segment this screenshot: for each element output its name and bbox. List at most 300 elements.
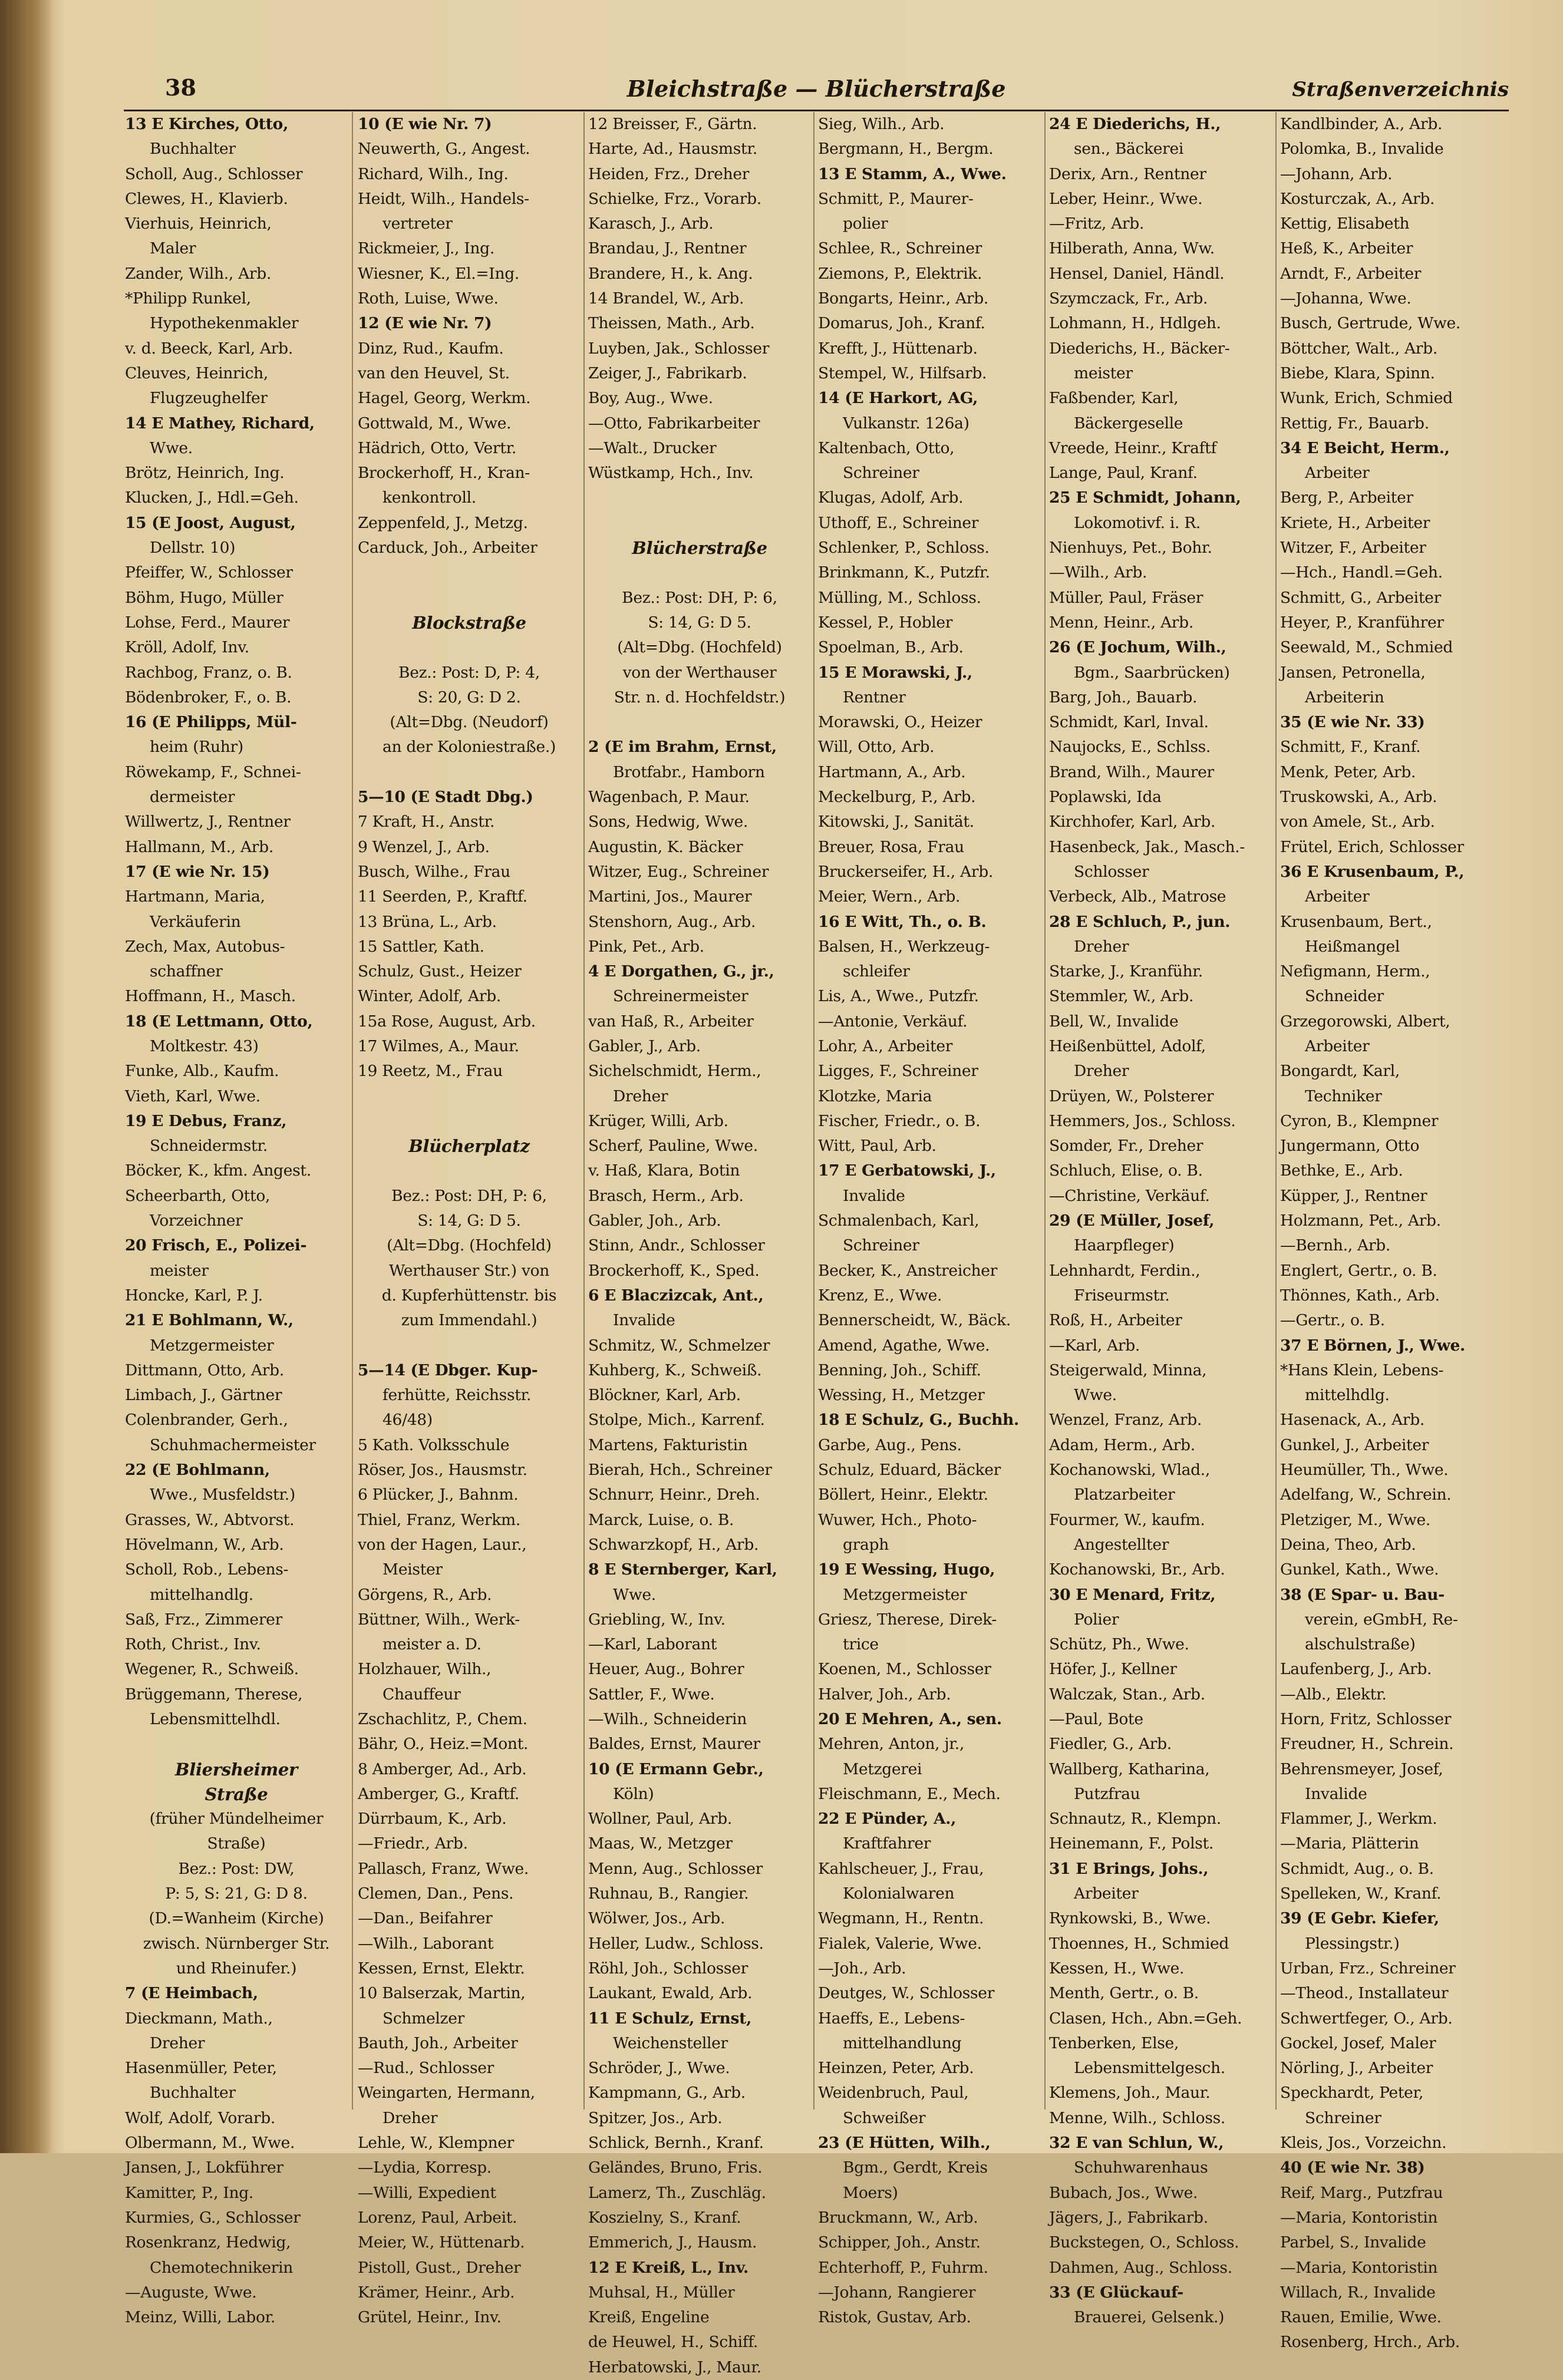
directory-entry: Spoelman, B., Arb. — [818, 638, 964, 657]
directory-entry: Lehnhardt, Ferdin., — [1049, 1261, 1201, 1280]
directory-entry: Urban, Frz., Schreiner — [1280, 1959, 1456, 1978]
directory-entry: Klotzke, Maria — [818, 1087, 932, 1105]
directory-entry: Schweißer — [843, 2108, 926, 2127]
directory-entry: Dieckmann, Math., — [125, 2009, 273, 2028]
directory-entry: Karasch, J., Arb. — [588, 214, 714, 233]
directory-entry: 10 (E wie Nr. 7) — [358, 115, 492, 133]
directory-entry: —Joh., Arb. — [818, 1959, 906, 1978]
header-rule — [124, 110, 1509, 111]
directory-entry: Heller, Ludw., Schloss. — [588, 1934, 764, 1953]
column-divider — [813, 112, 815, 2110]
directory-entry: —Wilh., Arb. — [1049, 563, 1147, 582]
street-note: Straße) — [207, 1834, 266, 1853]
directory-entry: —Antonie, Verkäuf. — [818, 1012, 968, 1031]
column-6 — [1280, 112, 1510, 2352]
directory-entry: sen., Bäckerei — [1074, 140, 1184, 159]
directory-entry: Ruhnau, B., Rangier. — [588, 1884, 749, 1903]
directory-entry: Kochanowski, Br., Arb. — [1049, 1560, 1225, 1579]
directory-entry: Schlee, R., Schreiner — [818, 239, 982, 258]
directory-entry: Weichensteller — [613, 2034, 728, 2052]
directory-entry: Saß, Frz., Zimmerer — [125, 1610, 282, 1629]
directory-entry: Emmerich, J., Hausm. — [588, 2233, 757, 2252]
directory-entry: 14 (E Harkort, AG, — [818, 389, 978, 408]
directory-entry: Clewes, H., Klavierb. — [125, 189, 288, 208]
directory-entry: Marck, Luise, o. B. — [588, 1510, 734, 1529]
directory-entry: 13 Brüna, L., Arb. — [358, 912, 497, 931]
directory-entry: 35 (E wie Nr. 33) — [1280, 713, 1425, 732]
street-note: S: 20, G: D 2. — [417, 688, 521, 707]
directory-entry: Schneider — [1305, 987, 1384, 1006]
directory-entry: 6 E Blaczizcak, Ant., — [588, 1286, 764, 1305]
directory-entry: *Philipp Runkel, — [125, 289, 251, 308]
directory-entry: —Maria, Plätterin — [1280, 1834, 1419, 1853]
directory-entry: Busch, Wilhe., Frau — [358, 862, 510, 881]
directory-entry: Schmitt, P., Maurer- — [818, 189, 974, 208]
directory-entry: 38 (E Spar- u. Bau- — [1280, 1585, 1445, 1604]
directory-entry: Steigerwald, Minna, — [1049, 1361, 1207, 1379]
directory-entry: Martini, Jos., Maurer — [588, 887, 752, 906]
directory-entry: Scholl, Aug., Schlosser — [125, 164, 303, 183]
directory-entry: 17 (E wie Nr. 15) — [125, 862, 270, 881]
directory-entry: Brandere, H., k. Ang. — [588, 264, 753, 283]
directory-entry: Kochanowski, Wlad., — [1049, 1461, 1211, 1480]
directory-entry: Muhsal, H., Müller — [588, 2283, 735, 2302]
directory-entry: Lohmann, H., Hdlgeh. — [1049, 314, 1221, 333]
directory-entry: Rachbog, Franz, o. B. — [125, 663, 292, 682]
directory-entry: 14 Brandel, W., Arb. — [588, 289, 744, 308]
directory-entry: Reif, Marg., Putzfrau — [1280, 2183, 1443, 2202]
directory-entry: Scholl, Rob., Lebens- — [125, 1560, 289, 1579]
directory-entry: Brotfabr., Hamborn — [613, 762, 765, 781]
directory-entry: Neuwerth, G., Angest. — [358, 140, 530, 159]
directory-entry: —Johann, Arb. — [1280, 164, 1393, 183]
directory-entry: Wwe. — [613, 1585, 656, 1604]
directory-entry: Benning, Joh., Schiff. — [818, 1361, 981, 1379]
directory-entry: Heiden, Frz., Dreher — [588, 164, 750, 183]
directory-entry: Wwe. — [150, 438, 193, 457]
directory-entry: Starke, J., Kranführ. — [1049, 962, 1203, 981]
directory-entry: Fleischmann, E., Mech. — [818, 1784, 1001, 1803]
directory-entry: Deutges, W., Schlosser — [818, 1984, 995, 2003]
directory-entry: 19 E Debus, Franz, — [125, 1111, 287, 1130]
directory-entry: —Maria, Kontoristin — [1280, 2208, 1438, 2227]
directory-entry: Bongardt, Karl, — [1280, 1062, 1400, 1081]
directory-entry: Brockerhoff, H., Kran- — [358, 464, 530, 483]
directory-entry: Hövelmann, W., Arb. — [125, 1535, 284, 1554]
directory-entry: Plessingstr.) — [1305, 1934, 1400, 1953]
directory-entry: Poplawski, Ida — [1049, 788, 1162, 807]
directory-entry: Bethke, E., Arb. — [1280, 1161, 1403, 1180]
directory-entry: Meckelburg, P., Arb. — [818, 788, 976, 807]
directory-entry: van Haß, R., Arbeiter — [588, 1012, 754, 1031]
directory-entry: Brasch, Herm., Arb. — [588, 1186, 744, 1205]
directory-entry: mittelhdlg. — [1305, 1386, 1390, 1405]
directory-entry: 7 (E Heimbach, — [125, 1984, 258, 2003]
directory-entry: Laukant, Ewald, Arb. — [588, 1984, 753, 2003]
directory-entry: Röser, Jos., Hausmstr. — [358, 1461, 527, 1480]
directory-entry: Vorzeichner — [150, 1212, 243, 1230]
directory-entry: Stenshorn, Aug., Arb. — [588, 912, 756, 931]
directory-entry: Hasenack, A., Arb. — [1280, 1411, 1425, 1430]
directory-entry: Meister — [382, 1560, 443, 1579]
street-note: S: 14, G: D 5. — [648, 613, 751, 632]
directory-entry: Pallasch, Franz, Wwe. — [358, 1859, 529, 1878]
directory-entry: 18 (E Lettmann, Otto, — [125, 1012, 313, 1031]
directory-entry: 5—10 (E Stadt Dbg.) — [358, 788, 533, 807]
directory-entry: —Bernh., Arb. — [1280, 1236, 1391, 1255]
directory-entry: 6 Plücker, J., Bahnm. — [358, 1486, 519, 1504]
directory-entry: Geländes, Bruno, Fris. — [588, 2158, 763, 2177]
directory-entry: kenkontroll. — [382, 488, 476, 507]
directory-entry: Witzer, F., Arbeiter — [1280, 539, 1426, 557]
directory-entry: Schreiner — [1305, 2108, 1381, 2127]
directory-entry: Vreede, Heinr., Kraftf — [1049, 438, 1216, 457]
directory-entry: Willwertz, J., Rentner — [125, 813, 291, 831]
directory-entry: Platzarbeiter — [1074, 1486, 1175, 1504]
directory-entry: Scheerbarth, Otto, — [125, 1186, 271, 1205]
directory-entry: —Fritz, Arb. — [1049, 214, 1145, 233]
directory-entry: Ziemons, P., Elektrik. — [818, 264, 982, 283]
column-divider — [583, 112, 585, 2110]
directory-entry: Schnurr, Heinr., Dreh. — [588, 1486, 760, 1504]
column-2 — [358, 112, 581, 2327]
directory-entry: Adam, Herm., Arb. — [1049, 1435, 1195, 1454]
street-heading: Blockstraße — [412, 612, 526, 633]
directory-entry: Dreher — [1074, 937, 1129, 956]
directory-entry: Buckstegen, O., Schloss. — [1049, 2233, 1239, 2252]
directory-entry: 32 E van Schlun, W., — [1049, 2134, 1224, 2153]
directory-entry: Englert, Gertr., o. B. — [1280, 1261, 1437, 1280]
directory-entry: Derix, Arn., Rentner — [1049, 164, 1206, 183]
directory-entry: v. d. Beeck, Karl, Arb. — [125, 339, 293, 358]
directory-entry: Deina, Theo, Arb. — [1280, 1535, 1416, 1554]
directory-entry: Winter, Adolf, Arb. — [358, 987, 501, 1006]
directory-entry: Martens, Fakturistin — [588, 1435, 748, 1454]
directory-entry: Harte, Ad., Hausmstr. — [588, 140, 757, 159]
directory-entry: Scherf, Pauline, Wwe. — [588, 1137, 758, 1156]
directory-entry: Fourmer, W., kaufm. — [1049, 1510, 1205, 1529]
directory-entry: schleifer — [843, 962, 910, 981]
directory-entry: —Rud., Schlosser — [358, 2059, 494, 2078]
street-note: Bez.: Post: D, P: 4, — [398, 663, 540, 682]
directory-entry: Szymczack, Fr., Arb. — [1049, 289, 1208, 308]
directory-entry: Kaltenbach, Otto, — [818, 438, 955, 457]
directory-entry: Verbeck, Alb., Matrose — [1049, 887, 1226, 906]
directory-entry: Hasenmüller, Peter, — [125, 2059, 277, 2078]
directory-entry: Kröll, Adolf, Inv. — [125, 638, 249, 657]
directory-entry: Arndt, F., Arbeiter — [1280, 264, 1422, 283]
directory-entry: mittelhandlg. — [150, 1585, 253, 1604]
directory-entry: Buchhalter — [150, 2084, 236, 2102]
directory-entry: Herbatowski, J., Maur. — [588, 2358, 761, 2376]
directory-entry: Hoffmann, H., Masch. — [125, 987, 296, 1006]
directory-entry: Bauth, Joh., Arbeiter — [358, 2034, 518, 2052]
directory-entry: Wüstkamp, Hch., Inv. — [588, 464, 754, 483]
street-note: (Alt=Dbg. (Hochfeld) — [617, 638, 782, 657]
directory-entry: Wwe. — [1074, 1386, 1117, 1405]
directory-entry: Heinemann, F., Polst. — [1049, 1834, 1214, 1853]
street-note: d. Kupferhüttenstr. bis — [381, 1286, 557, 1305]
directory-entry: Hasenbeck, Jak., Masch.- — [1049, 837, 1245, 856]
directory-entry: Höfer, J., Kellner — [1049, 1660, 1177, 1679]
directory-entry: Heuer, Aug., Bohrer — [588, 1660, 744, 1679]
directory-entry: Schipper, Joh., Anstr. — [818, 2233, 981, 2252]
directory-entry: Hallmann, M., Arb. — [125, 837, 273, 856]
directory-entry: Wuwer, Hch., Photo- — [818, 1510, 977, 1529]
directory-entry: —Karl, Arb. — [1049, 1336, 1140, 1355]
directory-entry: Meier, W., Hüttenarb. — [358, 2233, 525, 2252]
directory-entry: Schuhwarenhaus — [1074, 2158, 1208, 2177]
directory-entry: Polomka, B., Invalide — [1280, 140, 1444, 159]
directory-entry: Heinzen, Peter, Arb. — [818, 2059, 974, 2078]
directory-entry: Jansen, Petronella, — [1280, 663, 1426, 682]
directory-entry: Gabler, J., Arb. — [588, 1036, 701, 1055]
directory-entry: Klugas, Adolf, Arb. — [818, 488, 964, 507]
directory-entry: Holzhauer, Wilh., — [358, 1660, 492, 1679]
directory-entry: Zschachlitz, P., Chem. — [358, 1710, 527, 1728]
directory-entry: Amberger, G., Kraftf. — [358, 1784, 520, 1803]
directory-entry: Somder, Fr., Dreher — [1049, 1137, 1203, 1156]
spacer — [358, 1333, 581, 1358]
column-4 — [818, 112, 1041, 2327]
directory-entry: Rynkowski, B., Wwe. — [1049, 1909, 1211, 1928]
directory-entry: Kuhberg, K., Schweiß. — [588, 1361, 762, 1379]
directory-entry: Heißenbüttel, Adolf, — [1049, 1036, 1206, 1055]
directory-entry: Wallberg, Katharina, — [1049, 1760, 1210, 1778]
directory-entry: 12 (E wie Nr. 7) — [358, 314, 492, 333]
directory-entry: 46/48) — [382, 1411, 433, 1430]
directory-entry: Schwarzkopf, H., Arb. — [588, 1535, 759, 1554]
directory-entry: Schlenker, P., Schloss. — [818, 539, 990, 557]
column-divider — [1275, 112, 1277, 2110]
directory-entry: polier — [843, 214, 888, 233]
directory-entry: Techniker — [1305, 1087, 1382, 1105]
directory-entry: Jungermann, Otto — [1280, 1137, 1420, 1156]
directory-entry: Fiedler, G., Arb. — [1049, 1735, 1172, 1754]
directory-entry: vertreter — [382, 214, 453, 233]
directory-entry: Zeppenfeld, J., Metzg. — [358, 513, 528, 532]
directory-entry: 13 E Kirches, Otto, — [125, 115, 288, 133]
directory-entry: Krefft, J., Hüttenarb. — [818, 339, 978, 358]
directory-entry: —Lydia, Korresp. — [358, 2158, 492, 2177]
directory-entry: 15a Rose, August, Arb. — [358, 1012, 536, 1031]
directory-entry: Jansen, J., Lokführer — [125, 2158, 283, 2177]
directory-entry: Gunkel, Kath., Wwe. — [1280, 1560, 1439, 1579]
directory-entry: Lohr, A., Arbeiter — [818, 1036, 953, 1055]
directory-entry: Arbeiterin — [1305, 688, 1384, 707]
street-note: zum Immendahl.) — [401, 1311, 538, 1330]
directory-entry: Wwe., Musfeldstr.) — [150, 1486, 295, 1504]
directory-entry: Nienhuys, Pet., Bohr. — [1049, 539, 1212, 557]
directory-entry: Wessing, H., Metzger — [818, 1386, 985, 1405]
directory-entry: Lamerz, Th., Zuschläg. — [588, 2183, 766, 2202]
directory-entry: Kleis, Jos., Vorzeichn. — [1280, 2134, 1447, 2153]
directory-entry: 13 E Stamm, A., Wwe. — [818, 164, 1007, 183]
spacer — [358, 1158, 581, 1183]
directory-entry: Olbermann, M., Wwe. — [125, 2134, 295, 2153]
directory-entry: Heißmangel — [1305, 937, 1400, 956]
directory-entry: Kurmies, G., Schlosser — [125, 2208, 301, 2227]
directory-entry: Schneidermstr. — [150, 1137, 268, 1156]
directory-entry: Schuhmachermeister — [150, 1435, 316, 1454]
directory-entry: 14 E Mathey, Richard, — [125, 414, 315, 433]
directory-entry: Metzgermeister — [150, 1336, 274, 1355]
directory-entry: Wiesner, K., El.=Ing. — [358, 264, 520, 283]
directory-entry: Pink, Pet., Arb. — [588, 937, 704, 956]
directory-entry: Invalide — [1305, 1784, 1367, 1803]
directory-entry: Küpper, J., Rentner — [1280, 1186, 1427, 1205]
directory-entry: Clemen, Dan., Pens. — [358, 1884, 514, 1903]
street-note: zwisch. Nürnberger Str. — [143, 1934, 330, 1953]
directory-entry: 11 E Schulz, Ernst, — [588, 2009, 752, 2028]
directory-entry: Verkäuferin — [150, 912, 241, 931]
directory-entry: Böttcher, Walt., Arb. — [1280, 339, 1437, 358]
directory-entry: 39 (E Gebr. Kiefer, — [1280, 1909, 1439, 1928]
directory-entry: 21 E Bohlmann, W., — [125, 1311, 294, 1330]
directory-entry: Bell, W., Invalide — [1049, 1012, 1179, 1031]
directory-entry: Rosenkranz, Hedwig, — [125, 2233, 291, 2252]
directory-entry: Schmitt, F., Kranf. — [1280, 738, 1421, 757]
directory-entry: Haeffs, E., Lebens- — [818, 2009, 965, 2028]
directory-entry: —Hch., Handl.=Geh. — [1280, 563, 1443, 582]
directory-entry: Carduck, Joh., Arbeiter — [358, 539, 538, 557]
directory-entry: Bergmann, H., Bergm. — [818, 140, 994, 159]
directory-entry: —Christine, Verkäuf. — [1049, 1186, 1210, 1205]
directory-entry: Kitowski, J., Sanität. — [818, 813, 974, 831]
directory-entry: Hensel, Daniel, Händl. — [1049, 264, 1225, 283]
directory-entry: Lohse, Ferd., Maurer — [125, 613, 290, 632]
directory-entry: Griesz, Therese, Direk- — [818, 1610, 997, 1629]
directory-entry: Röhl, Joh., Schlosser — [588, 1959, 748, 1978]
directory-entry: —Willi, Expedient — [358, 2183, 496, 2202]
directory-entry: Leber, Heinr., Wwe. — [1049, 189, 1203, 208]
directory-entry: Cyron, B., Klempner — [1280, 1111, 1439, 1130]
directory-entry: Dreher — [150, 2034, 205, 2052]
directory-entry: Stinn, Andr., Schlosser — [588, 1236, 765, 1255]
directory-entry: 15 (E Joost, August, — [125, 513, 296, 532]
directory-entry: —Wilh., Schneiderin — [588, 1710, 747, 1728]
column-1 — [125, 112, 348, 2327]
directory-entry: Stemmler, W., Arb. — [1049, 987, 1194, 1006]
column-divider — [1044, 112, 1046, 2110]
directory-entry: —Paul, Bote — [1049, 1710, 1143, 1728]
directory-entry: Schluch, Elise, o. B. — [1049, 1161, 1203, 1180]
directory-entry: graph — [843, 1535, 889, 1554]
directory-entry: Dreher — [382, 2108, 438, 2127]
directory-entry: 15 E Morawski, J., — [818, 663, 972, 682]
directory-entry: heim (Ruhr) — [150, 738, 243, 757]
street-note: P: 5, S: 21, G: D 8. — [165, 1884, 308, 1903]
street-note: und Rheinufer.) — [176, 1959, 297, 1978]
directory-entry: Thoennes, H., Schmied — [1049, 1934, 1229, 1953]
directory-entry: —Walt., Drucker — [588, 438, 717, 457]
directory-entry: verein, eGmbH, Re- — [1305, 1610, 1458, 1629]
directory-entry: van den Heuvel, St. — [358, 364, 510, 382]
directory-entry: Dreher — [613, 1087, 668, 1105]
directory-entry: Hilberath, Anna, Ww. — [1049, 239, 1215, 258]
directory-entry: Hypothekenmakler — [150, 314, 299, 333]
directory-entry: Krusenbaum, Bert., — [1280, 912, 1432, 931]
directory-entry: Lange, Paul, Kranf. — [1049, 464, 1198, 483]
directory-entry: Schielke, Frz., Vorarb. — [588, 189, 761, 208]
street-note: (Alt=Dbg. (Neudorf) — [390, 713, 549, 732]
directory-entry: Kettig, Elisabeth — [1280, 214, 1410, 233]
directory-entry: Bongarts, Heinr., Arb. — [818, 289, 988, 308]
directory-entry: Sichelschmidt, Herm., — [588, 1062, 761, 1081]
directory-entry: —Auguste, Wwe. — [125, 2283, 257, 2302]
directory-entry: Schlosser — [1074, 862, 1149, 881]
directory-entry: Gockel, Josef, Maler — [1280, 2034, 1436, 2052]
directory-entry: trice — [843, 1635, 879, 1654]
directory-entry: Witzer, Eug., Schreiner — [588, 862, 769, 881]
directory-entry: 19 Reetz, M., Frau — [358, 1062, 503, 1081]
directory-entry: 22 (E Bohlmann, — [125, 1461, 270, 1480]
directory-entry: Rauen, Emilie, Wwe. — [1280, 2308, 1442, 2327]
directory-entry: Colenbrander, Gerh., — [125, 1411, 288, 1430]
directory-entry: 16 E Witt, Th., o. B. — [818, 912, 987, 931]
directory-entry: Boy, Aug., Wwe. — [588, 389, 713, 408]
directory-entry: ferhütte, Reichsstr. — [382, 1386, 532, 1405]
directory-entry: Domarus, Joh., Kranf. — [818, 314, 985, 333]
spacer — [358, 1109, 581, 1134]
directory-entry: Sieg, Wilh., Arb. — [818, 115, 945, 133]
directory-entry: Frütel, Erich, Schlosser — [1280, 837, 1464, 856]
directory-entry: —Alb., Elektr. — [1280, 1685, 1387, 1704]
directory-entry: —Karl, Laborant — [588, 1635, 717, 1654]
directory-entry: Fialek, Valerie, Wwe. — [818, 1934, 982, 1953]
directory-entry: Dreher — [1074, 1062, 1129, 1081]
directory-entry: Balsen, H., Werkzeug- — [818, 937, 990, 956]
directory-entry: Bubach, Jos., Wwe. — [1049, 2183, 1198, 2202]
directory-entry: Stempel, W., Hilfsarb. — [818, 364, 987, 382]
directory-entry: Dürrbaum, K., Arb. — [358, 1810, 507, 1828]
directory-entry: Zander, Wilh., Arb. — [125, 264, 272, 283]
directory-entry: —Johanna, Wwe. — [1280, 289, 1412, 308]
spacer — [358, 635, 581, 660]
directory-entry: Schmelzer — [382, 2009, 464, 2028]
directory-entry: Augustin, K. Bäcker — [588, 837, 743, 856]
directory-entry: Bgm., Saarbrücken) — [1074, 663, 1230, 682]
directory-entry: 5—14 (E Dbger. Kup- — [358, 1361, 538, 1379]
street-note: S: 14, G: D 5. — [417, 1212, 521, 1230]
street-note: Bez.: Post: DH, P: 6, — [391, 1186, 547, 1205]
directory-entry: Dittmann, Otto, Arb. — [125, 1361, 284, 1379]
directory-entry: Willach, R., Invalide — [1280, 2283, 1436, 2302]
directory-entry: Spelleken, W., Kranf. — [1280, 1884, 1442, 1903]
page-number: 38 — [165, 74, 196, 101]
street-note: Werthauser Str.) von — [388, 1261, 550, 1280]
section-title: Straßenverzeichnis — [1292, 78, 1509, 101]
directory-entry: 16 (E Philipps, Mül- — [125, 713, 297, 732]
directory-entry: Friseurmstr. — [1074, 1286, 1170, 1305]
directory-entry: Heumüller, Th., Wwe. — [1280, 1461, 1449, 1480]
directory-entry: Limbach, J., Gärtner — [125, 1386, 282, 1405]
directory-entry: Dinz, Rud., Kaufm. — [358, 339, 504, 358]
directory-entry: Klemens, Joh., Maur. — [1049, 2084, 1211, 2102]
directory-entry: —Gertr., o. B. — [1280, 1311, 1385, 1330]
directory-entry: Seewald, M., Schmied — [1280, 638, 1453, 657]
directory-entry: Blöckner, Karl, Arb. — [588, 1386, 741, 1405]
directory-entry: Kraftfahrer — [843, 1834, 931, 1853]
directory-entry: Köln) — [613, 1784, 654, 1803]
directory-entry: Rosenberg, Hrch., Arb. — [1280, 2333, 1460, 2352]
directory-entry: Kessen, H., Wwe. — [1049, 1959, 1185, 1978]
directory-entry: Behrensmeyer, Josef, — [1280, 1760, 1443, 1778]
directory-entry: Gabler, Joh., Arb. — [588, 1212, 721, 1230]
directory-entry: Ristok, Gustav, Arb. — [818, 2308, 971, 2327]
directory-entry: 11 Seerden, P., Kraftf. — [358, 887, 527, 906]
street-heading: Bliersheimer — [175, 1759, 298, 1780]
